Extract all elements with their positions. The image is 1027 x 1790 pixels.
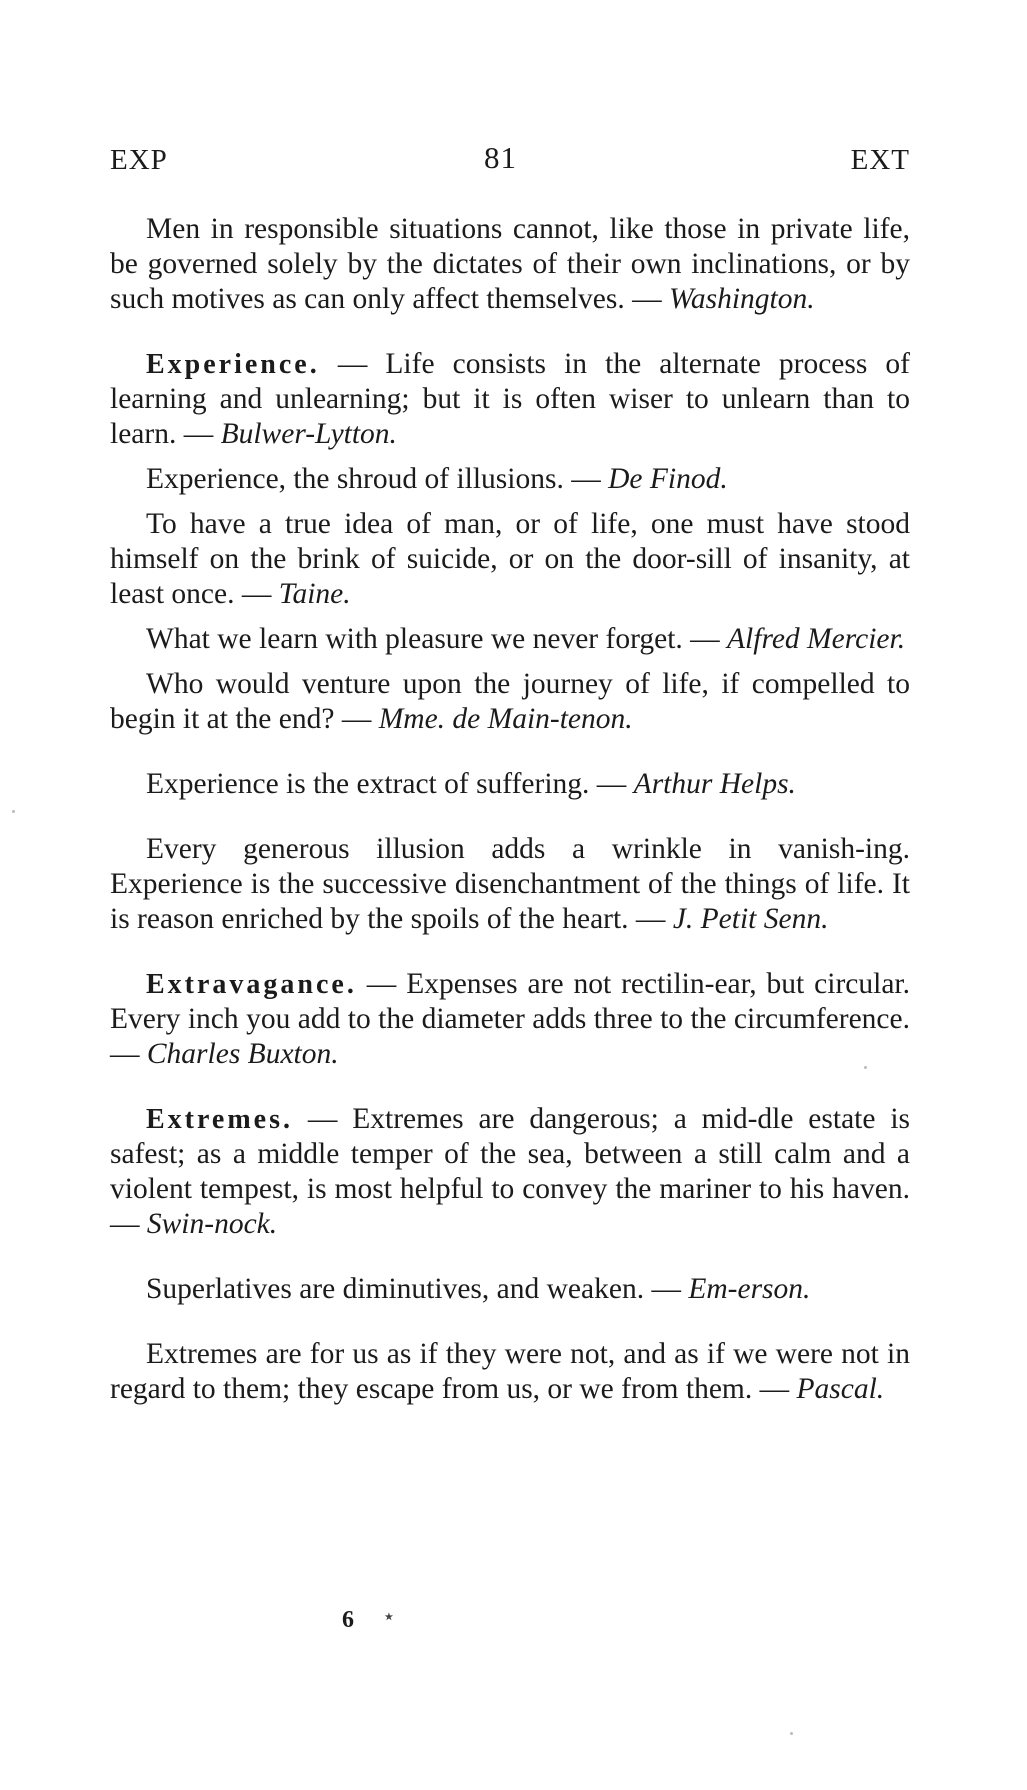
entry-paragraph-experience: Experience. — Life consists in the alternate process of learning and unlearning; but it is often wiser to unlearn than to learn. — Bulwer-Lytton. [110,348,910,450]
quote-attribution: Charles Buxton. [146,1038,339,1070]
quote-paragraph: To have a true idea of man, or of life, one must have stood himself on the brink of suicide, or on the door-sill of insanity, at least once. — Taine. [110,508,910,610]
page-number: 81 [484,140,517,175]
quotation-body [110,212,910,1417]
header-left-guide-word: EXP [110,144,168,176]
entry-keyword: Extravagance. [146,969,357,1000]
quote-attribution: Swin-nock. [146,1208,278,1240]
paper-speck [12,810,15,813]
quote-attribution: Pascal. [796,1373,885,1405]
entry-keyword: Extremes. [146,1104,293,1135]
quote-attribution: Bulwer-Lytton. [220,418,397,450]
paper-speck [790,1732,793,1735]
paper-speck [864,1066,867,1069]
quote-attribution: Arthur Helps. [633,768,796,800]
quote-paragraph: What we learn with pleasure we never forget. — Alfred Mercier. [146,623,906,655]
quote-attribution: Em-erson. [688,1273,811,1305]
quote-paragraph: Who would venture upon the journey of life, if compelled to begin it at the end? — Mme. de Main-tenon. [110,668,910,735]
quote-attribution: Washington. [669,283,815,315]
quote-paragraph: Experience is the extract of suffering. — Arthur Helps. [146,768,796,800]
entry-paragraph-extremes: Extremes. — Extremes are dangerous; a mid-dle estate is safest; as a middle temper of the sea, between a still calm and a violent tempest, is most helpful to convey the mariner to his haven. — Swin-nock. [110,1103,910,1240]
running-header [110,140,910,184]
ink-speck: ٭ [384,1606,394,1626]
quote-paragraph: Experience, the shroud of illusions. — De Finod. [146,463,728,495]
quote-attribution: J. Petit Senn. [672,903,829,935]
quote-attribution: Mme. de Main-tenon. [378,703,633,735]
quote-attribution: Alfred Mercier. [727,623,906,655]
quote-attribution: Taine. [278,578,351,610]
header-right-guide-word: EXT [850,144,910,176]
quote-paragraph: Every generous illusion adds a wrinkle in vanish-ing. Experience is the successive disenchantment of the things of life. It is reason enriched by the spoils of the heart. — J. Petit Senn. [110,833,910,935]
printer-signature-mark: 6 [342,1607,354,1633]
quote-paragraph: Superlatives are diminutives, and weaken. — Em-erson. [146,1273,811,1305]
quote-attribution: De Finod. [608,463,728,495]
quote-paragraph: Extremes are for us as if they were not, and as if we were not in regard to them; they escape from us, or we from them. — Pascal. [110,1338,910,1405]
entry-paragraph-extravagance: Extravagance. — Expenses are not rectilin-ear, but circular. Every inch you add to the diameter adds three to the circumference. — Charles Buxton. [110,968,910,1070]
entry-keyword: Experience. [146,349,320,380]
quote-paragraph: Men in responsible situations cannot, like those in private life, be governed solely by the dictates of their own inclinations, or by such motives as can only affect themselves. — Washington. [110,213,910,315]
